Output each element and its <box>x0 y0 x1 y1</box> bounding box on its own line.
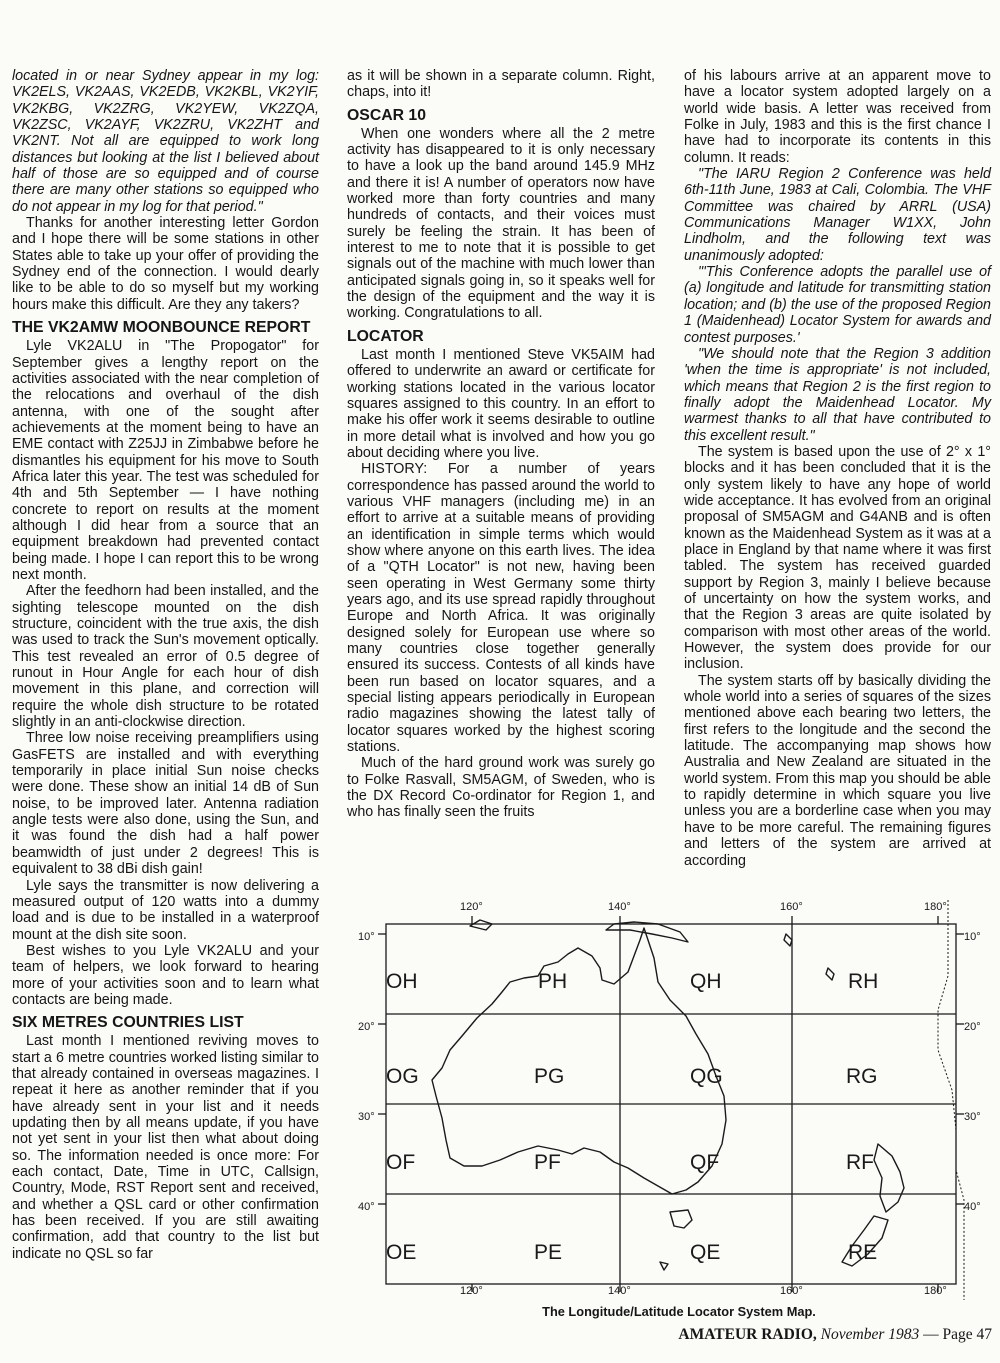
square-label: PG <box>534 1065 565 1088</box>
latitude-tick-label: 20° <box>964 1021 981 1033</box>
square-label: RG <box>846 1065 878 1088</box>
column-1 <box>12 68 319 1358</box>
moonbounce-heading: THE VK2AMW MOONBOUNCE REPORT <box>12 319 311 337</box>
locator-map <box>352 900 992 1330</box>
oscar-paragraph: When one wonders where all the 2 metre activity has disappeared to it is only necessary to have a look up the band around 145.9 MHz and there it is! A number of operators now have worked more than forty countries and many hundreds of contacts, and their voices must surely be feeling the strain. It has been of interest to me to note that it is possible to get signals out of the machine with much lower than anticipated signals going in, so it speaks well for the design of the equipment and the way it is working. Congratulations to all. <box>347 125 655 322</box>
islands-north <box>470 920 834 1270</box>
locator-map-drawing <box>352 900 992 1300</box>
moonbounce-paragraph: Lyle VK2ALU in "The Propogator" for September gives a lengthy report on the activities associated with the near completion of the relocations and overhaul of the dish antenna, with one of the sought after achievements at the moment being to have an EME contact with Z25JJ in Zimbabwe before he dismantles his equipment for his move to South Africa later this year. The test was scheduled for 4th and 5th September — I have nothing concrete to report on results at the moment although I did hear from a source that an equipment breakdown had prevented contact being made. I hope I can report this to be wrong next month. <box>12 338 319 583</box>
locator-heading: LOCATOR <box>347 327 424 345</box>
quote-paragraph: "The IARU Region 2 Conference was held 6th-11th June, 1983 at Cali, Colombia. The VHF Committee was chaired by ARRL (USA) Communications Manager W1XX, John Lindholm, and the following text was unanimously adopted: <box>684 166 991 264</box>
longitude-tick-label: 140° <box>608 901 631 913</box>
square-label: RE <box>848 1241 878 1264</box>
square-label: RF <box>846 1151 874 1174</box>
issue-date: November 1983 <box>820 1326 920 1343</box>
square-label: QG <box>690 1065 723 1088</box>
longitude-tick-label: 140° <box>608 1285 631 1297</box>
square-label: PF <box>534 1151 561 1174</box>
body-paragraph: The system is based upon the use of 2° x 1° blocks and it has been concluded that it is the only system likely to have any hope of world wide acceptance. It has evolved from an original proposal of SM5AGM and G4ANB and is often known as the Maidenhead System as it was at a place in England by that name where it was first tabled. The system has received guarded support by Region 3, mainly I believe because of uncertainty on how the system works, and that the Region 3 areas are quite isolated by comparison with most other areas of the world. However, the system does provide for our inclusion. <box>684 443 991 673</box>
latitude-tick-label: 30° <box>964 1111 981 1123</box>
square-label: QF <box>690 1151 720 1174</box>
sixmetres-heading: SIX METRES COUNTRIES LIST <box>12 1014 244 1032</box>
international-date-line <box>938 900 964 1300</box>
longitude-tick-label: 180° <box>924 901 947 913</box>
map-caption: The Longitude/Latitude Locator System Map. <box>542 1304 816 1319</box>
body-paragraph: The system starts off by basically dividing the whole world into a series of squares of the sizes mentioned above each bearing two letters, the first refers to the longitude and the second the latitude. The accompanying map shows how Australia and New Zealand are situated in the world system. From this map you should be able to rapidly determine in which square you live unless you are a borderline case when you may have to be more careful. The remaining figures and letters of the system are arrived at according <box>684 672 991 869</box>
column2-continuation: as it will be shown in a separate column. Right, chaps, into it! <box>347 68 655 101</box>
quote-paragraph: "'This Conference adopts the parallel use of (a) longitude and latitude for transmitting station location; and (b) the use of the proposed Region 1 (Maidenhead) Locator System for awards and contest purposes.' <box>684 264 991 346</box>
sixmetres-paragraph: Last month I mentioned reviving moves to start a 6 metre countries worked listing similar to that already contained in overseas magazines. I repeat it here as another reminder that if you have already sent in your list and it needs updating then by all means update, if you have not yet sent in your list then what about doing so. The information needed is once more: For each contact, Date, Time in UTC, Callsign, Country, Mode, RST Report sent and received, and whether a QSL card or other confirmation has been received. If you are still awaiting confirmation, add that country to the list but indicate no QSL so far <box>12 1033 319 1262</box>
latitude-tick-label: 40° <box>964 1201 981 1213</box>
locator-paragraph: Last month I mentioned Steve VK5AIM had offered to underwrite an award or certificate for working stations located in the various locator squares assigned to this country. In an effort to make his offer work it seems desirable to outline in more detail what is involved and how you go about deciding where you live. <box>347 346 655 461</box>
latitude-tick-label: 10° <box>964 931 981 943</box>
tasmania-coastline <box>670 1210 692 1228</box>
square-label: OF <box>386 1151 416 1174</box>
page-number: — Page 47 <box>923 1326 992 1343</box>
square-label: PE <box>534 1241 563 1264</box>
column-2 <box>347 68 655 821</box>
latitude-tick-label: 20° <box>358 1021 375 1033</box>
intro-quote: located in or near Sydney appear in my log: VK2ELS, VK2AAS, VK2EDB, VK2KBL, VK2YIF, VK2KBG, VK2ZRG, VK2YEW, VK2ZQA, VK2ZSC, VK2AYF, VK2ZRU, VK2ZHT and VK2NT. Not all are equipped to work long distances but looking at the list I believed about half of those are so equipped and of course there are many other stations so equipped who do not appear in my log for that period." <box>12 68 319 215</box>
square-label: OH <box>386 970 418 993</box>
square-label: QE <box>690 1241 721 1264</box>
longitude-tick-label: 160° <box>780 1285 803 1297</box>
quote-paragraph: "We should note that the Region 3 addition 'when the time is appropriate' is not included, which means that Region 2 is the first region to finally adopt the Maidenhead Locator. My warmest thanks to all that have contributed to this excellent result." <box>684 345 991 444</box>
locator-paragraph: Much of the hard ground work was surely go to Folke Rasvall, SM5AGM, of Sweden, who is the DX Record Co-ordinator for Region 1, and who has finally seen the fruits <box>347 755 655 821</box>
moonbounce-paragraph: Lyle says the transmitter is now delivering a measured output of 120 watts into a dummy load and is due to be installed in a waterproof mount at the dish site soon. <box>12 877 319 943</box>
australia-coastline <box>432 928 726 1194</box>
square-label: RH <box>848 970 879 993</box>
new-zealand-north-island <box>874 1144 904 1212</box>
longitude-tick-label: 160° <box>780 901 803 913</box>
column-3 <box>684 68 991 869</box>
longitude-tick-label: 120° <box>460 1285 483 1297</box>
longitude-tick-label: 120° <box>460 901 483 913</box>
moonbounce-paragraph: Three low noise receiving preamplifiers using GasFETS are installed and with everything temporarily in place initial Sun noise checks were done. These show an initial 14 dB of Sun noise, to be improved later. Antenna radiation angle tests were also done, using the Sun, and it was found the dish had a half power beamwidth of just under 2 degrees! This is equivalent to 38 dBi dish gain! <box>12 730 319 878</box>
intro-reply: Thanks for another interesting letter Gordon and I hope there will be some stations in other States able to take up your offer of providing the Sydney end of the connection. I would dearly like to be able to do so myself but my working hours make this difficult. Are they any takers? <box>12 215 319 313</box>
square-label: OE <box>386 1241 417 1264</box>
longitude-tick-label: 180° <box>924 1285 947 1297</box>
square-label: QH <box>690 970 722 993</box>
moonbounce-paragraph: After the feedhorn had been installed, and the sighting telescope mounted on the dish structure, coincident with the true axis, the dish was used to track the Sun's movement optically. This test revealed an error of 0.5 degree of runout in Hour Angle for each hour of dish movement in this plane, and correction will require the whole dish structure to be rotated slightly in an anti-clockwise direction. <box>12 583 319 731</box>
square-label: PH <box>538 970 568 993</box>
page-footer <box>668 1326 992 1344</box>
oscar-heading: OSCAR 10 <box>347 106 427 124</box>
latitude-tick-label: 30° <box>358 1111 375 1123</box>
square-label: OG <box>386 1065 419 1088</box>
latitude-tick-label: 10° <box>358 931 375 943</box>
moonbounce-paragraph: Best wishes to you Lyle VK2ALU and your team of helpers, we look forward to hearing more of your activities soon and to learn what contacts are being made. <box>12 942 319 1008</box>
locator-paragraph: HISTORY: For a number of years correspondence has passed around the world to various VHF managers (including me) in an effort to arrive at a suitable means of providing an identification in simple terms which would show where anyone on this earth lives. The idea of a "QTH Locator" is not new, having been seen operating in West Germany some thirty years ago, and its use spread rapidly throughout Europe and North Africa. It was originally designed solely for European use where so many countries close together generally ensured its success. Contests of all kinds have been run based on locator squares, and a special listing appears periodically in European radio magazines showing the latest tally of locator squares worked by the highest scoring stations. <box>347 461 655 756</box>
column3-continuation: of his labours arrive at an apparent move to have a locator system adopted largely on a world wide basis. A letter was received from Folke in July, 1983 and this is the first chance I have had to incorporate its contents in this column. It reads: <box>684 68 991 166</box>
latitude-tick-label: 40° <box>358 1201 375 1213</box>
magazine-name: AMATEUR RADIO, <box>678 1326 817 1343</box>
